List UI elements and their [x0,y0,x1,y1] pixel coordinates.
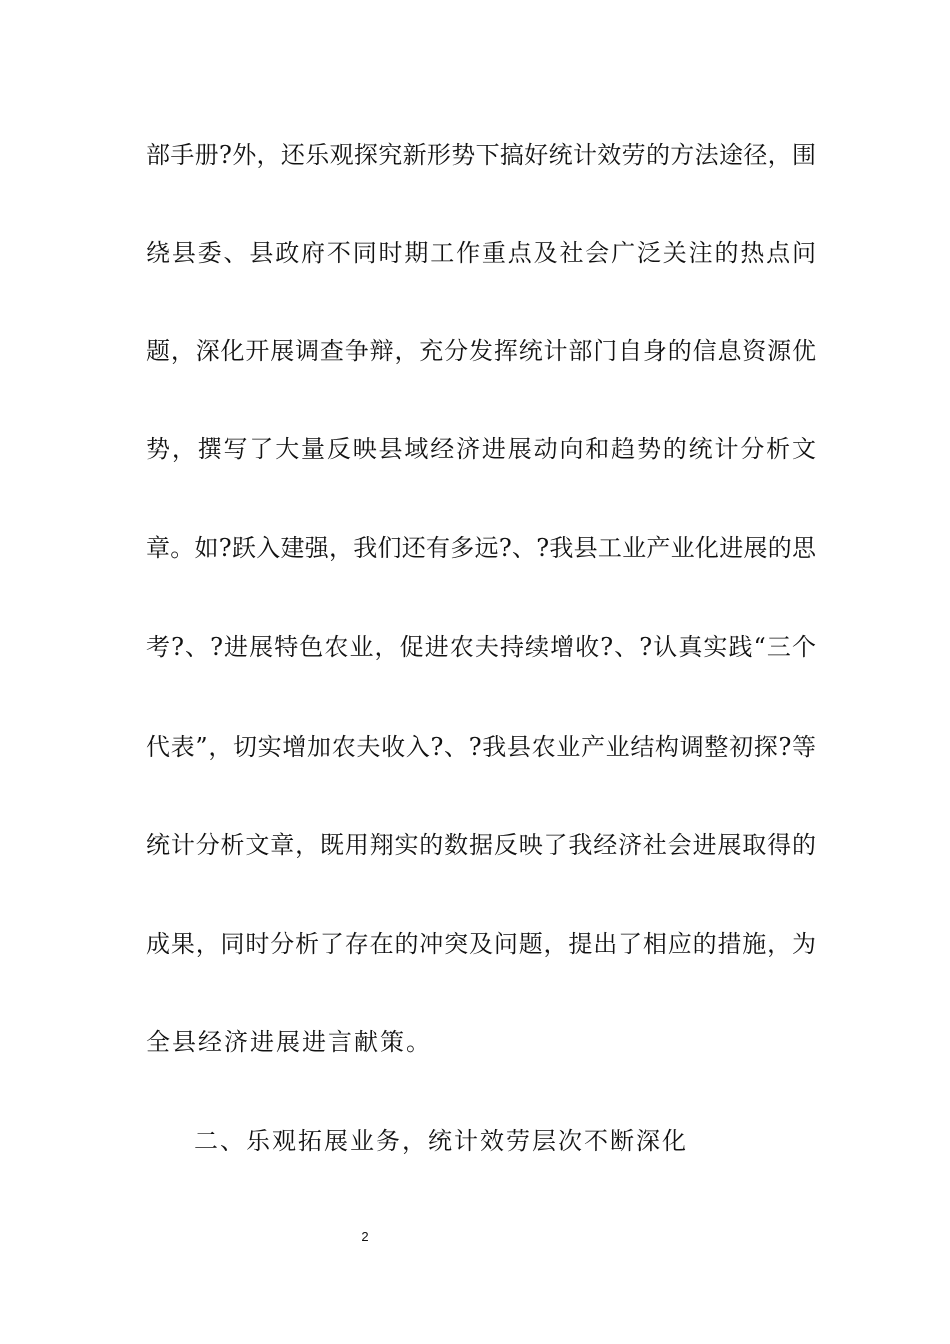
page-number: 2 [361,1229,369,1244]
paragraph-line-10: 全县经济进展进言献策。 [146,1028,432,1056]
paragraph-line-5: 章。如?跃入建强，我们还有多远?、?我县工业产业化进展的思 [146,534,816,562]
paragraph-line-7: 代表”，切实增加农夫收入?、?我县农业产业结构调整初探?等 [146,733,816,761]
paragraph-line-3: 题，深化开展调查争辩，充分发挥统计部门自身的信息资源优 [146,337,816,365]
paragraph-line-9: 成果，同时分析了存在的冲突及问题，提出了相应的措施，为 [146,930,816,958]
paragraph-line-1: 部手册?外，还乐观探究新形势下搞好统计效劳的方法途径，围 [146,141,816,169]
paragraph-line-2: 绕县委、县政府不同时期工作重点及社会广泛关注的热点问 [146,239,816,267]
paragraph-line-8: 统计分析文章，既用翔实的数据反映了我经济社会进展取得的 [146,831,816,859]
paragraph-line-6: 考?、?进展特色农业，促进农夫持续增收?、?认真实践“三个 [146,633,816,661]
section-heading: 二、乐观拓展业务，统计效劳层次不断深化 [194,1127,688,1155]
paragraph-line-4: 势，撰写了大量反映县域经济进展动向和趋势的统计分析文 [146,435,816,463]
